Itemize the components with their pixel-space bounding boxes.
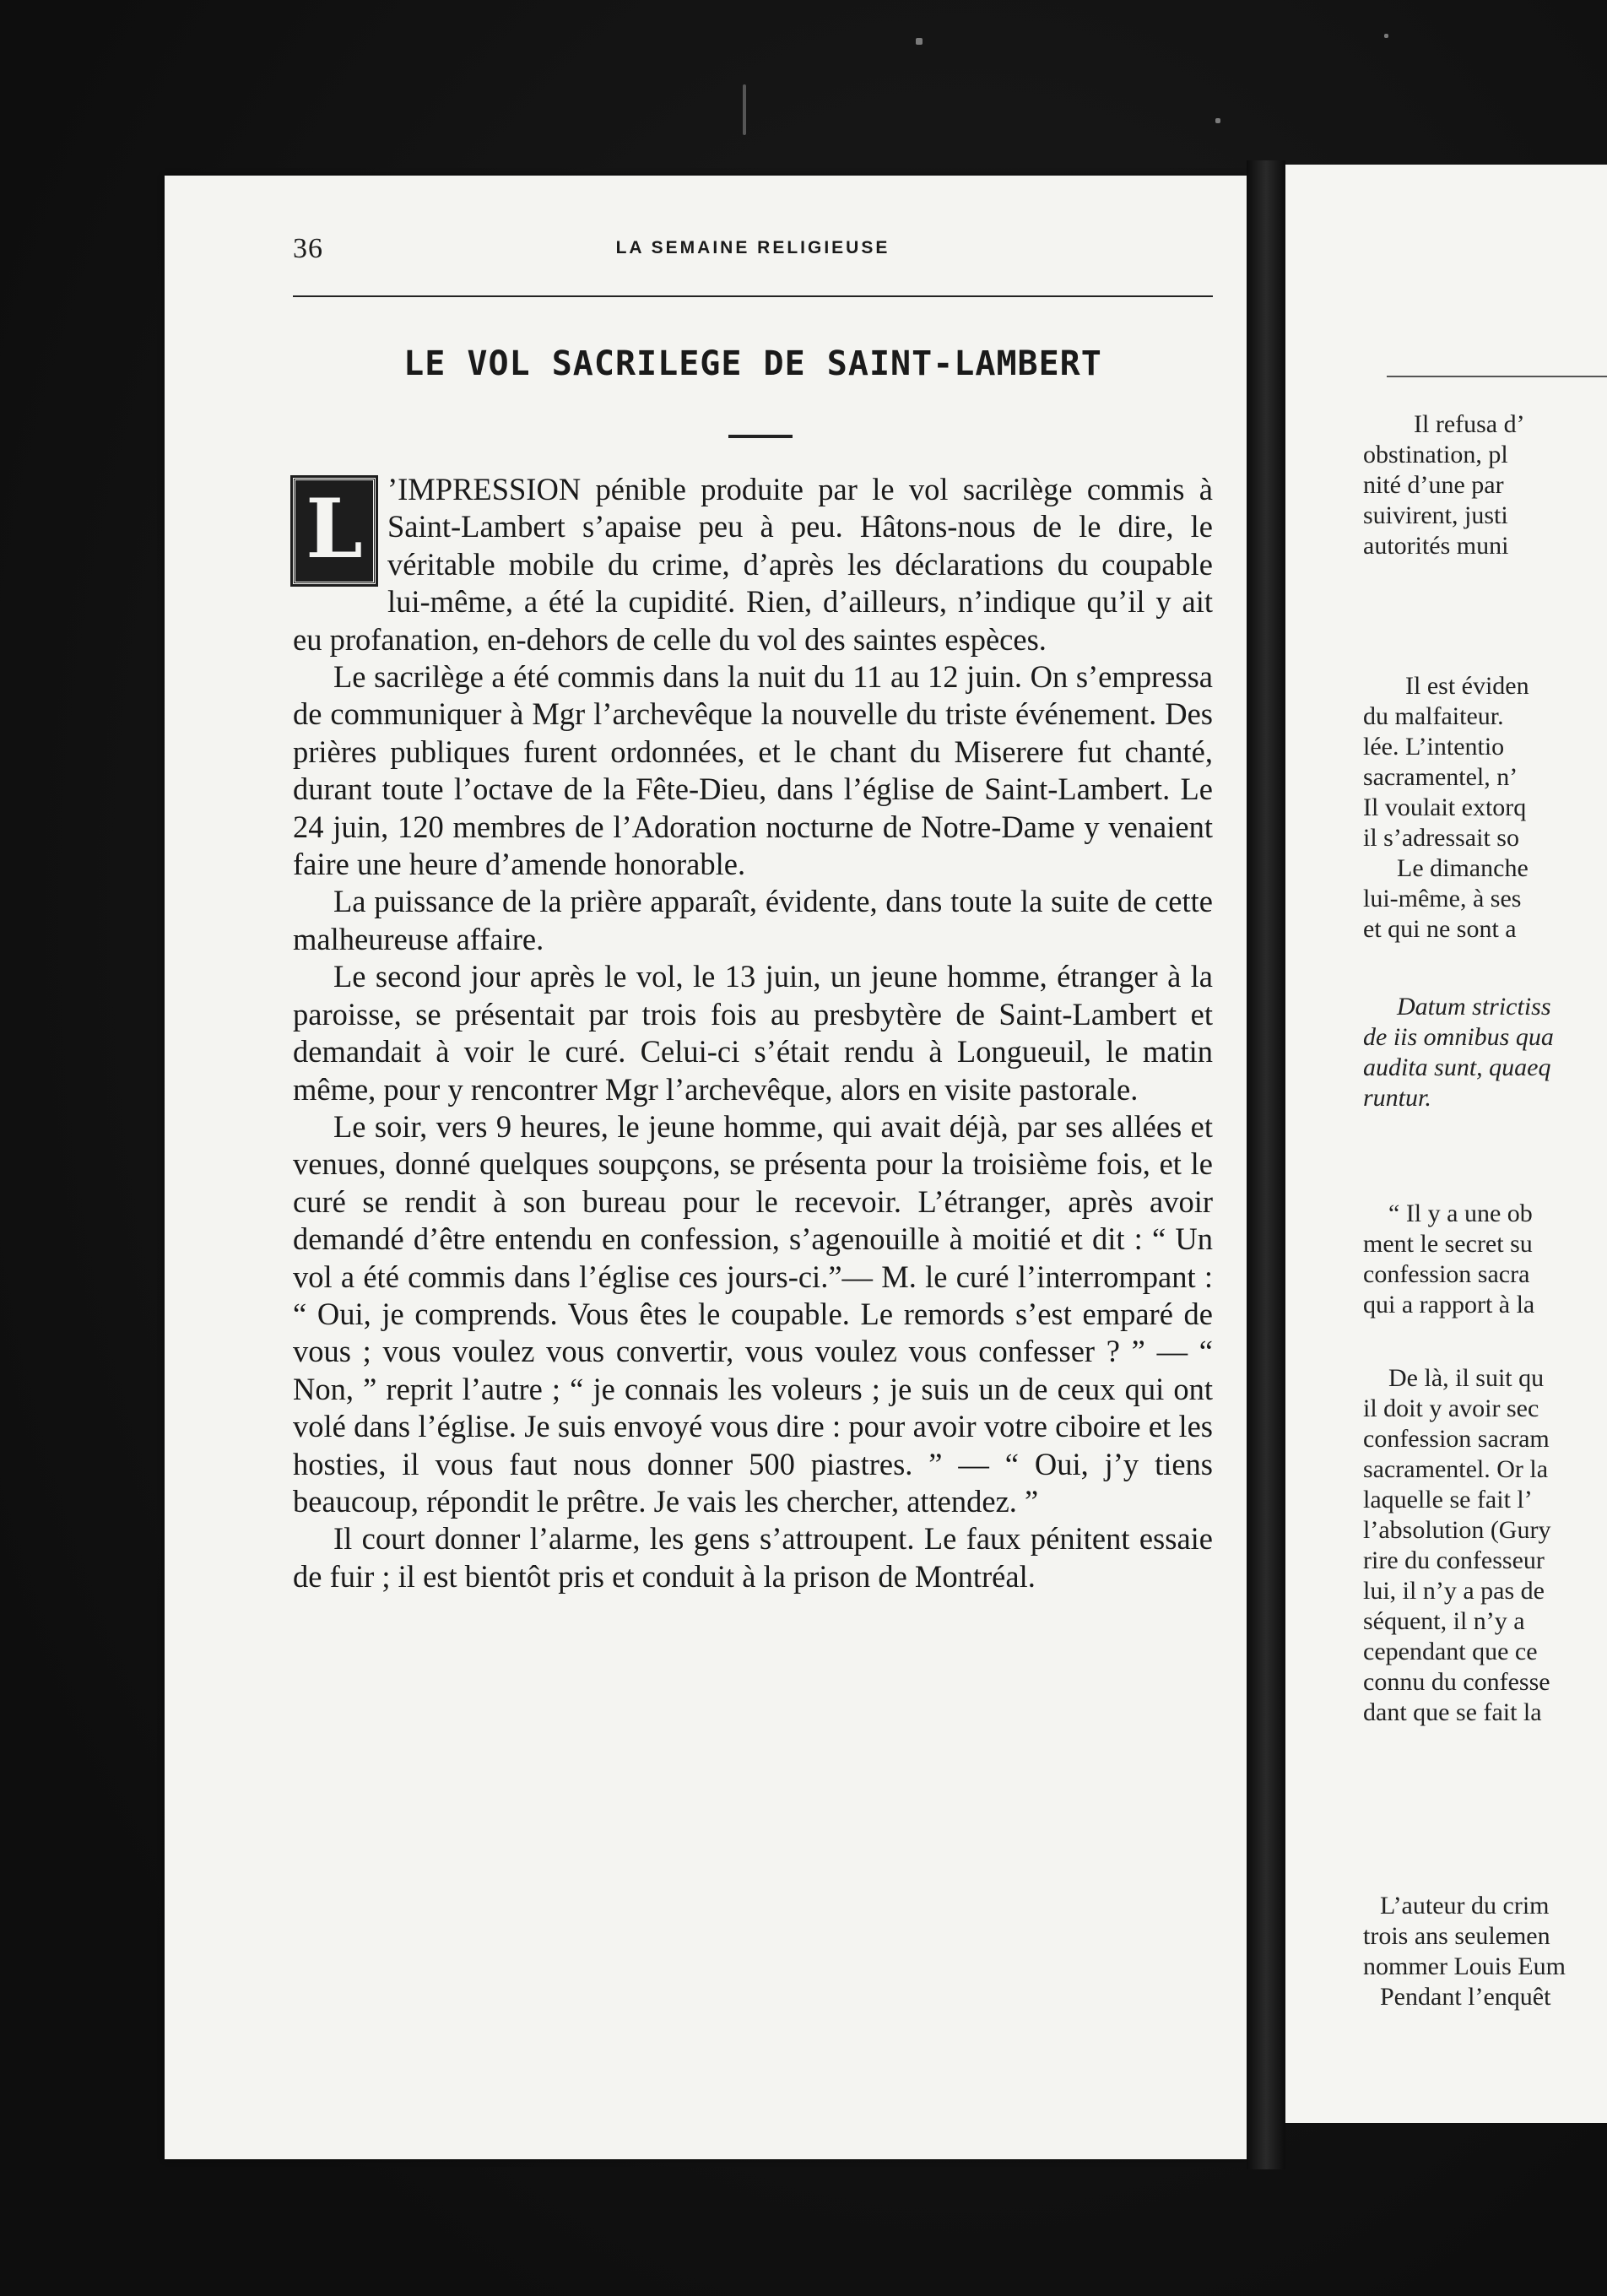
text-line: lui, il n’y a pas de — [1363, 1577, 1545, 1605]
text-line: et qui ne sont a — [1363, 915, 1517, 943]
text-line: suivirent, justi — [1363, 501, 1508, 529]
text-line: confession sacram — [1363, 1425, 1550, 1453]
text-line: “ Il y a une ob — [1388, 1199, 1533, 1227]
text-line: runtur. — [1363, 1084, 1431, 1112]
text-line: lée. L’intentio — [1363, 733, 1505, 761]
text-line: obstination, pl — [1363, 441, 1508, 468]
right-header-rule — [1387, 376, 1607, 377]
text-line: nommer Louis Eum — [1363, 1952, 1566, 1980]
text-line: Datum strictiss — [1397, 993, 1551, 1021]
text-line: de iis omnibus qua — [1363, 1023, 1554, 1051]
text-line: Il voulait extorq — [1363, 793, 1527, 821]
dust-speck — [1384, 34, 1388, 38]
title-rule — [728, 435, 793, 438]
right-page — [1285, 165, 1607, 2123]
text-line: séquent, il n’y a — [1363, 1607, 1525, 1635]
text-line: autorités muni — [1363, 532, 1509, 560]
paragraph: Le second jour après le vol, le 13 juin, un jeune homme, étranger à la paroisse, se présentait par trois fois au presbytère de Saint-Lambert et demandait à voir le curé. Celui-ci s’était rendu à Longueuil, le matin même, pour y rencontrer Mgr l’archevêque, alors en visite pastorale. — [293, 959, 1213, 1107]
text-line: connu du confesse — [1363, 1668, 1550, 1696]
text-line: audita sunt, quaeq — [1363, 1053, 1551, 1081]
book-gutter — [1247, 160, 1285, 2169]
right-text-block-4 — [1363, 1199, 1607, 1320]
text-line: Il est éviden — [1405, 672, 1529, 700]
text-line: Pendant l’enquêt — [1380, 1983, 1551, 2011]
text-line: Le dimanche — [1397, 854, 1529, 882]
text-line: De là, il suit qu — [1388, 1364, 1545, 1392]
text-line: trois ans seulemen — [1363, 1922, 1550, 1950]
paragraph-text: ’IMPRESSION pénible produite par le vol sacrilège commis à Saint-Lambert s’apaise peu à peu. Hâtons-nous de le dire, le véritable mobile du crime, d’après les déclarations du coupable lui-même, a été la cupidité. Rien, d’ailleurs, n’indique qu’il y ait eu profanation, en-dehors de celle du vol des saintes espèces. — [293, 472, 1213, 657]
text-line: l’absolution (Gury — [1363, 1516, 1551, 1544]
text-line: lui-même, à ses — [1363, 885, 1522, 912]
dropcap-initial: L — [293, 478, 376, 584]
dust-speck — [916, 38, 923, 45]
text-line: rire du confesseur — [1363, 1546, 1545, 1574]
text-line: laquelle se fait l’ — [1363, 1486, 1533, 1514]
header-rule — [293, 295, 1213, 297]
text-line: du malfaiteur. — [1363, 702, 1504, 730]
text-line: confession sacra — [1363, 1260, 1530, 1288]
paragraph: Le soir, vers 9 heures, le jeune homme, qui avait déjà, par ses allées et venues, donné quelques soupçons, se présenta pour la troisième fois, et le curé se rendit à son bureau pour le recevoir. L’étranger, après avoir demandé d’être entendu en confession, s’agenouille à moitié et dit : “ Un vol a été commis dans l’église ces jours-ci.”— M. le curé l’interrompant : “ Oui, je comprends. Vous êtes le coupable. Le remords s’est emparé de vous ; vous voulez vous convertir, vous voulez vous confesser ? ” — “ Non, ” reprit l’autre ; “ je connais les voleurs ; je suis un de ceux qui ont volé dans l’église. Je suis envoyé vous dire : pour avoir votre ciboire et les hosties, il vous faut nous donner 500 piastres. ” — “ Oui, j’y tiens beaucoup, répondit le prêtre. Je vais les chercher, attendez. ” — [293, 1108, 1213, 1519]
text-line: Il refusa d’ — [1414, 410, 1525, 438]
article-body — [293, 471, 1213, 1595]
text-line: ment le secret su — [1363, 1230, 1533, 1258]
page-number: 36 — [293, 233, 323, 264]
paragraph: Il court donner l’alarme, les gens s’attroupent. Le faux pénitent essaie de fuir ; il est bientôt pris et conduit à la prison de Montréal. — [293, 1521, 1213, 1594]
text-line: dant que se fait la — [1363, 1698, 1542, 1726]
page-header — [293, 233, 1213, 284]
paragraph: Le sacrilège a été commis dans la nuit du 11 au 12 juin. On s’empressa de communiquer à Mgr l’archevêque la nouvelle du triste événement. Des prières publiques furent ordonnées, et le chant du Miserere fut chanté, durant toute l’octave de la Fête-Dieu, dans l’église de Saint-Lambert. Le 24 juin, 120 membres de l’Adoration nocturne de Notre-Dame y venaient faire une heure d’amende honorable. — [293, 659, 1213, 882]
paragraph: La puissance de la prière apparaît, évidente, dans toute la suite de cette malheureuse affaire. — [293, 884, 1213, 956]
paragraph — [293, 471, 1213, 658]
right-text-block-5 — [1363, 1363, 1607, 1728]
text-line: L’auteur du crim — [1380, 1892, 1550, 1920]
text-line: qui a rapport à la — [1363, 1291, 1535, 1319]
article-title: LE VOL SACRILEGE DE SAINT-LAMBERT — [403, 344, 1102, 383]
text-line: nité d’une par — [1363, 471, 1504, 499]
dust-speck — [743, 84, 746, 135]
text-line: sacramentel, n’ — [1363, 763, 1518, 791]
right-text-block-6 — [1363, 1891, 1607, 2012]
text-line: il s’adressait so — [1363, 824, 1519, 852]
text-line: sacramentel. Or la — [1363, 1455, 1549, 1483]
running-title: LA SEMAINE RELIGIEUSE — [615, 238, 890, 257]
right-text-block-3 — [1363, 992, 1607, 1113]
right-text-block-1 — [1363, 409, 1607, 561]
text-line: il doit y avoir sec — [1363, 1394, 1539, 1422]
right-text-block-2 — [1363, 671, 1607, 945]
dust-speck — [1215, 118, 1220, 123]
left-page — [165, 176, 1247, 2159]
text-line: cependant que ce — [1363, 1638, 1538, 1665]
